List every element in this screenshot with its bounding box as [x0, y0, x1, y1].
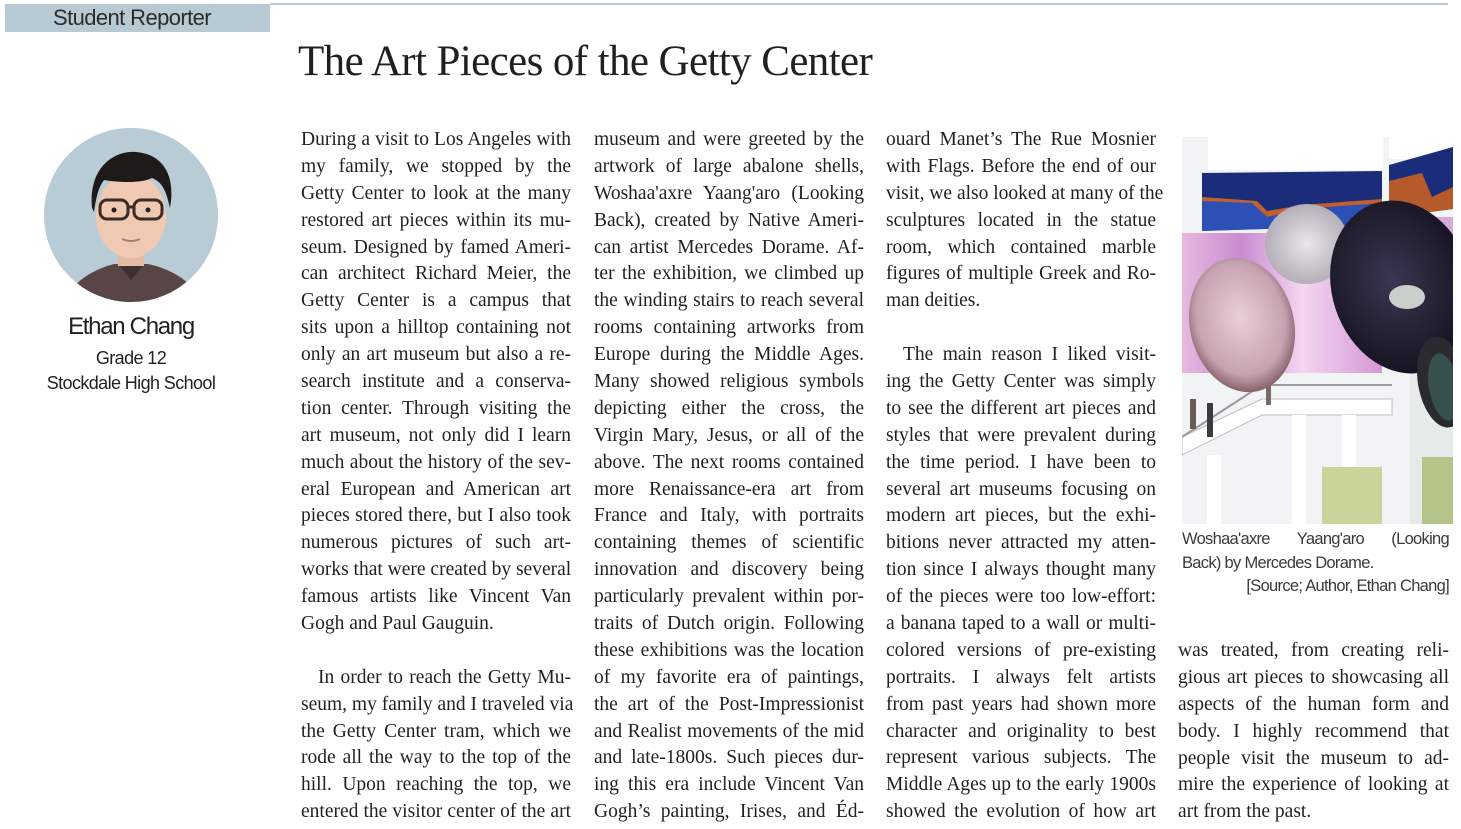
article-line: mire the experience of looking at — [1178, 774, 1449, 796]
article-line: gious art pieces to showcasing all — [1178, 666, 1449, 688]
article-line: the Getty Center tram, which we — [301, 720, 571, 742]
article-line: works that were created by several — [301, 559, 572, 581]
article-line: above. The next rooms contained — [594, 451, 864, 473]
article-line: art from the past. — [1178, 801, 1312, 823]
article-line: body. I highly recommend that — [1178, 720, 1449, 742]
article-photo — [1182, 137, 1453, 524]
article-line: portraits. I always felt artists — [886, 666, 1156, 688]
article-line: people visit the museum to ad- — [1178, 747, 1449, 769]
article-line: sits upon a hilltop containing not — [301, 317, 571, 339]
article-column-4 — [1178, 638, 1449, 826]
author-avatar — [44, 128, 218, 302]
article-line: The main reason I liked visit- — [903, 344, 1156, 366]
article-line: ing this era include Vincent Van — [594, 774, 864, 796]
article-line: restored art pieces within its mu- — [301, 209, 571, 231]
article-line: tion since I always thought many — [886, 559, 1156, 581]
article-column-1 — [301, 127, 574, 826]
article-line: can architect Richard Meier, the — [301, 263, 571, 285]
article-line: the time period. I have been to — [886, 451, 1156, 473]
article-line: rooms containing artworks from — [594, 317, 864, 339]
article-line: pieces stored there, but I also took — [301, 505, 571, 527]
headline: The Art Pieces of the Getty Center — [298, 38, 873, 85]
article-line: Gogh and Paul Gauguin. — [301, 613, 494, 635]
article-line: of the pieces were too low-effort: — [886, 586, 1156, 608]
author-grade: Grade 12 — [95, 348, 167, 368]
paragraph-gap — [301, 638, 571, 665]
article-line: modern art pieces, but the exhi- — [886, 505, 1156, 527]
article-line: a banana taped to a wall or multi- — [886, 613, 1156, 635]
article-line: much about the history of the sev- — [301, 451, 571, 473]
article-line: Middle Ages up to the early 1900s — [886, 774, 1156, 796]
article-line: figures of multiple Greek and Ro- — [886, 263, 1156, 285]
article-line: these exhibitions was the location — [594, 639, 864, 661]
article-line: and late-1800s. Such pieces dur- — [594, 747, 864, 769]
article-line: from past years had shown more — [886, 693, 1156, 715]
article-line: of my favorite era of paintings, — [594, 666, 864, 688]
article-line: sculptures located in the statue — [886, 209, 1156, 231]
top-rule — [270, 3, 1448, 5]
article-line: bitions never attracted my atten- — [886, 532, 1156, 554]
article-line: Back), created by Native Ameri- — [594, 209, 864, 231]
article-line: eral European and American art — [301, 478, 571, 500]
article-line: showed the evolution of how art — [886, 801, 1156, 823]
article-line: can artist Mercedes Dorame. Af- — [594, 236, 864, 258]
article-line: the winding stairs to reach several — [594, 290, 864, 312]
article-line: artwork of large abalone shells, — [594, 155, 864, 177]
article-line: hill. Upon reaching the top, we — [301, 774, 571, 796]
article-line: innovation and discovery being — [594, 559, 864, 581]
article-line: Woshaa'axre Yaang'aro (Looking — [594, 182, 864, 204]
article-line: Virgin Mary, Jesus, or all of the — [594, 424, 864, 446]
article-line: famous artists like Vincent Van — [301, 586, 571, 608]
photo-caption — [1182, 528, 1449, 599]
article-line: tion center. Through visiting the — [301, 397, 571, 419]
caption-line: Woshaa'axre Yaang'aro (Looking — [1182, 530, 1449, 548]
author-name: Ethan Chang — [68, 313, 194, 340]
article-line: ouard Manet’s The Rue Mosnier — [886, 129, 1156, 150]
article-line: represent various subjects. The — [886, 747, 1156, 769]
article-line: Gogh’s painting, Irises, and Éd- — [594, 801, 864, 823]
article-line: with Flags. Before the end of our — [886, 155, 1156, 177]
article-line: Many showed religious symbols — [594, 371, 864, 393]
article-line: my family, we stopped by the — [301, 155, 571, 177]
abalone-shells-photo-icon — [1182, 137, 1453, 524]
article-line: and Realist movements of the mid — [594, 720, 864, 742]
article-line: particularly prevalent within por- — [594, 586, 864, 608]
caption-line: Back) by Mercedes Dorame. — [1182, 553, 1374, 572]
article-line: only an art museum but also a re- — [301, 344, 571, 366]
article-column-2 — [594, 127, 864, 826]
author-school: Stockdale High School — [46, 373, 216, 393]
article-line: art museum, not only did I learn — [301, 424, 571, 446]
article-line: depicting either the cross, the — [594, 397, 864, 419]
article-line: room, which contained marble — [886, 236, 1156, 258]
section-tag: Student Reporter — [5, 4, 270, 32]
article-column-3 — [886, 127, 1164, 826]
article-line: seum. Designed by famed Ameri- — [301, 236, 571, 258]
article-line: character and originality to best — [886, 720, 1156, 742]
article-line: was treated, from creating reli- — [1178, 640, 1449, 661]
article-line: traits of Dutch origin. Following — [594, 613, 864, 635]
caption-source: [Source; Author, Ethan Chang] — [1246, 577, 1449, 595]
author-portrait-icon — [44, 128, 218, 302]
article-line: seum, my family and I traveled via — [301, 693, 574, 715]
article-line: During a visit to Los Angeles with — [301, 129, 571, 150]
article-line: France and Italy, with portraits — [594, 505, 864, 527]
article-line: aspects of the human form and — [1178, 693, 1449, 715]
paragraph-gap — [886, 315, 1156, 342]
article-line: numerous pictures of such art- — [301, 532, 571, 554]
article-line: ing the Getty Center was simply — [886, 371, 1156, 393]
article-line: Getty Center to look at the many — [301, 182, 571, 204]
article-line: Getty Center is a campus that — [301, 290, 571, 312]
article-line: entered the visitor center of the art — [301, 801, 571, 823]
article-line: several art museums focusing on — [886, 478, 1156, 500]
article-line: Europe during the Middle Ages. — [594, 344, 864, 366]
article-line: man deities. — [886, 290, 981, 312]
article-line: visit, we also looked at many of the — [886, 182, 1164, 204]
article-line: search institute and a conserva- — [301, 371, 571, 393]
article-line: rode all the way to the top of the — [301, 747, 571, 769]
article-line: museum and were greeted by the — [594, 129, 864, 150]
article-line: styles that were prevalent during — [886, 424, 1156, 446]
article-line: colored versions of pre-existing — [886, 639, 1156, 661]
article-line: In order to reach the Getty Mu- — [318, 666, 571, 688]
article-line: ter the exhibition, we climbed up — [594, 263, 864, 285]
article-line: containing themes of scientific — [594, 532, 864, 554]
article-line: the art of the Post-Impressionist — [594, 693, 864, 715]
article-line: more Renaissance-era art from — [594, 478, 864, 500]
article-line: to see the different art pieces and — [886, 397, 1156, 419]
